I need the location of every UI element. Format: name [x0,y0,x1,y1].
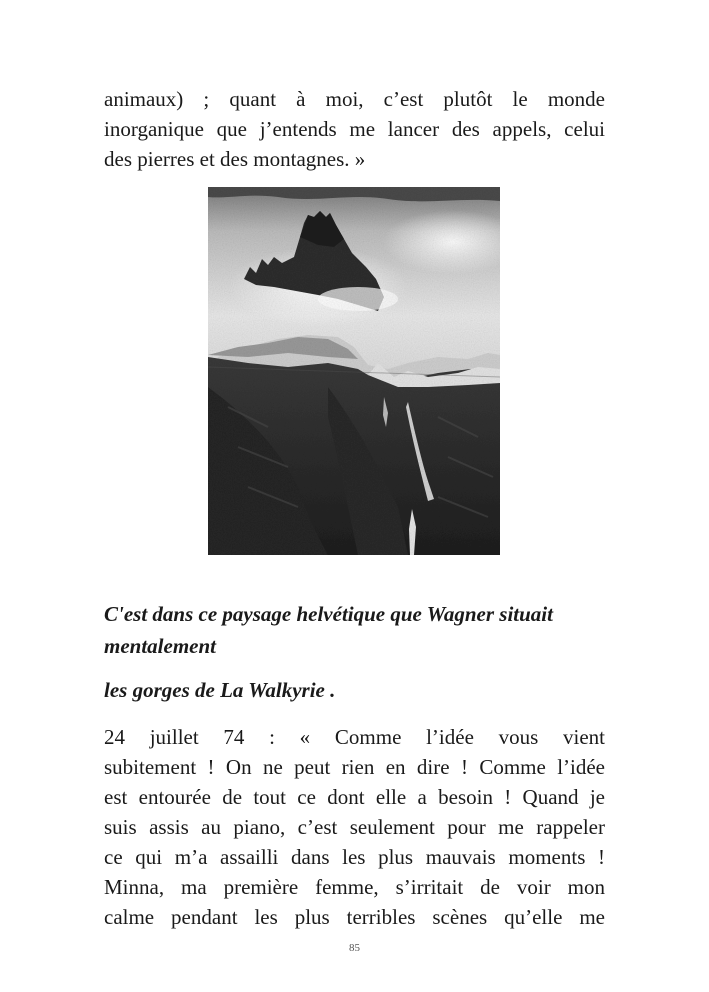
text-line: 24 juillet 74 : « Comme l’idée vous vient [104,725,605,749]
text-line: animaux) ; quant à moi, c’est plutôt le monde [104,87,605,111]
text-line: suis assis au piano, c’est seulement pour me rappeler [104,815,605,839]
figure-caption [104,598,605,662]
page-number: 85 [349,942,360,954]
caption-line-2: mentalement [104,634,216,658]
caption-line-3: les gorges de La Walkyrie . [104,678,336,702]
top-paragraph [104,84,605,174]
text-line: des pierres et des montagnes. » [104,147,366,171]
bottom-paragraph [104,722,605,932]
figure-caption-continued [104,674,605,706]
text-line: inorganique que j’entends me lancer des appels, celui [104,117,605,141]
caption-line-1: C'est dans ce paysage helvétique que Wagner situait [104,602,553,626]
text-line: calme pendant les plus terribles scènes qu’elle me [104,905,605,929]
mountain-photograph [208,187,500,555]
text-line: Minna, ma première femme, s’irritait de voir mon [104,875,605,899]
text-line: est entourée de tout ce dont elle a besoin ! Quand je [104,785,605,809]
text-line: subitement ! On ne peut rien en dire ! Comme l’idée [104,755,605,779]
text-line: ce qui m’a assailli dans les plus mauvais moments ! [104,845,605,869]
